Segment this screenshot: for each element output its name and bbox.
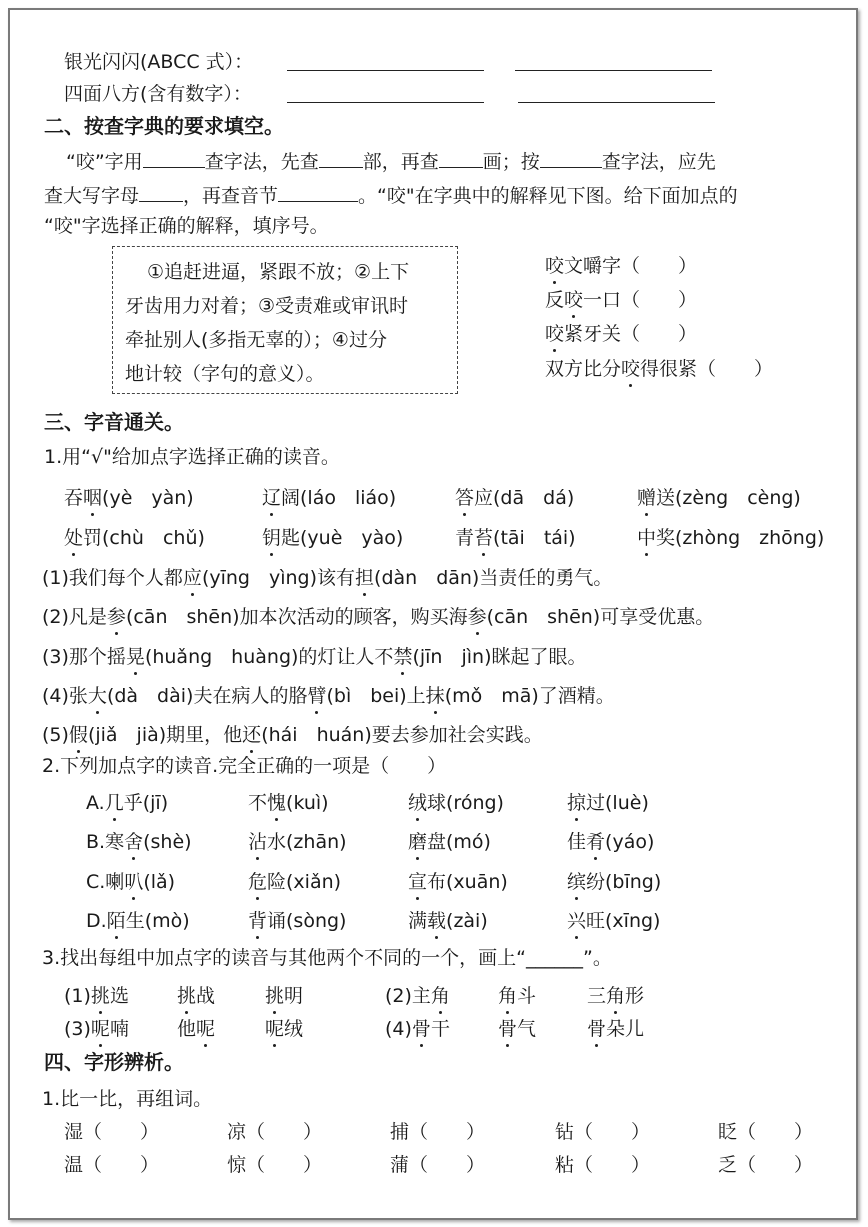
pinyin-choice[interactable]: 吞咽(yè yàn) — [64, 487, 194, 509]
definition-line: 牵扯别人(多指无辜的）；④过分 — [125, 329, 387, 351]
word-item[interactable]: 挑战 — [177, 985, 216, 1007]
word-item[interactable]: 挑明 — [265, 985, 304, 1007]
sentence-item[interactable]: (3)那个摇晃(huǎng huàng)的灯让人不禁(jīn jìn)眯起了眼。 — [42, 646, 587, 668]
word-compose-item[interactable]: 粘（ ） — [555, 1154, 651, 1176]
option-word: 兴旺(xīng) — [567, 910, 661, 932]
section-title: 二、按查字典的要求填空。 — [44, 114, 284, 138]
option-word: 危险(xiǎn) — [248, 871, 342, 893]
answer-blank[interactable] — [287, 50, 484, 71]
word-compose-item[interactable]: 湿（ ） — [64, 1121, 160, 1143]
definition-box — [112, 246, 458, 394]
definition-item[interactable]: 咬紧牙关（ ） — [545, 323, 698, 345]
option-word: 沾水(zhān) — [248, 831, 347, 853]
word-item[interactable]: 呢绒 — [265, 1018, 304, 1040]
word-compose-item[interactable]: 捕（ ） — [390, 1121, 486, 1143]
word-item[interactable]: 三角形 — [587, 985, 645, 1007]
option-word: 磨盘(mó) — [408, 831, 491, 853]
option-word[interactable]: A.几乎(jī) — [86, 792, 169, 814]
word-item[interactable]: (4)骨干 — [385, 1018, 450, 1040]
pinyin-choice[interactable]: 处罚(chù chǔ) — [64, 527, 205, 549]
definition-line: ①追赶进逼，紧跟不放；②上下 — [147, 261, 410, 283]
answer-blank[interactable] — [540, 147, 602, 168]
word-compose-item[interactable]: 蒲（ ） — [390, 1154, 486, 1176]
section-title: 三、字音通关。 — [44, 410, 184, 434]
word-compose-item[interactable]: 温（ ） — [64, 1154, 160, 1176]
sentence-item[interactable]: (4)张大(dà dài)夫在病人的胳臂(bì bei)上抹(mǒ mā)了酒精。 — [42, 685, 615, 707]
option-word: 满载(zài) — [408, 910, 488, 932]
sentence-item[interactable]: (2)凡是参(cān shēn)加本次活动的顾客，购买海参(cān shēn)可享受优惠。 — [42, 606, 715, 628]
question-prompt: 2.下列加点字的读音.完全正确的一项是（ ） — [42, 755, 447, 777]
word-item[interactable]: 骨朵儿 — [587, 1018, 645, 1040]
dictionary-line-1: “咬”字用 查字法，先查 部，再查 画；按 查字法，应先 — [66, 147, 716, 174]
option-word: 绒球(róng) — [408, 792, 504, 814]
question-prompt: 1.用“√"给加点字选择正确的读音。 — [44, 446, 340, 468]
pinyin-choice[interactable]: 钥匙(yuè yào) — [262, 527, 404, 549]
word-item[interactable]: (3)呢喃 — [64, 1018, 129, 1040]
word-compose-item[interactable]: 乏（ ） — [718, 1154, 814, 1176]
word-item[interactable]: (1)挑选 — [64, 985, 129, 1007]
option-word[interactable]: D.陌生(mò) — [86, 910, 190, 932]
option-word: 佳肴(yáo) — [567, 831, 655, 853]
definition-line: 地计较（字句的意义）。 — [125, 363, 325, 385]
sentence-item[interactable]: (5)假(jiǎ jià)期里，他还(hái huán)要去参加社会实践。 — [42, 724, 543, 746]
word-item[interactable]: 骨气 — [498, 1018, 537, 1040]
definition-item[interactable]: 反咬一口（ ） — [545, 289, 698, 311]
words-row-1: 银光闪闪(ABCC 式）： — [64, 51, 254, 73]
word-compose-item[interactable]: 眨（ ） — [718, 1121, 814, 1143]
sentence-item[interactable]: (1)我们每个人都应(yīng yìng)该有担(dàn dān)当责任的勇气。 — [42, 567, 613, 589]
section-title: 四、字形辨析。 — [44, 1050, 184, 1074]
word-compose-item[interactable]: 钻（ ） — [555, 1121, 651, 1143]
option-word: 不愧(kuì) — [248, 792, 329, 814]
option-word: 掠过(luè) — [567, 792, 649, 814]
option-word[interactable]: B.寒舍(shè) — [86, 831, 192, 853]
definition-line: 牙齿用力对着；③受责难或审讯时 — [125, 295, 409, 317]
word-compose-item[interactable]: 惊（ ） — [227, 1154, 323, 1176]
answer-blank[interactable] — [287, 82, 484, 103]
word-compose-item[interactable]: 凉（ ） — [227, 1121, 323, 1143]
word-item[interactable]: 角斗 — [498, 985, 537, 1007]
definition-item[interactable]: 双方比分咬得很紧（ ） — [545, 358, 774, 380]
pinyin-choice[interactable]: 赠送(zèng cèng) — [637, 487, 801, 509]
pinyin-choice[interactable]: 中奖(zhòng zhōng) — [637, 527, 825, 549]
answer-blank[interactable] — [278, 181, 358, 202]
option-word[interactable]: C.喇叭(lǎ) — [86, 871, 176, 893]
words-row-2: 四面八方(含有数字）： — [64, 83, 252, 105]
answer-blank[interactable] — [515, 50, 712, 71]
question-prompt: 3.找出每组中加点字的读音与其他两个不同的一个，画上“______”。 — [42, 947, 612, 969]
word-item[interactable]: (2)主角 — [385, 985, 450, 1007]
dictionary-line-2: 查大写字母 ，再查音节 。“咬"在字典中的解释见下图。给下面加点的 — [44, 181, 738, 208]
option-word: 背诵(sòng) — [248, 910, 347, 932]
answer-blank[interactable] — [439, 147, 483, 168]
option-word: 缤纷(bīng) — [567, 871, 662, 893]
pinyin-choice[interactable]: 答应(dā dá) — [455, 487, 575, 509]
answer-blank[interactable] — [518, 82, 715, 103]
word-item[interactable]: 他呢 — [177, 1018, 216, 1040]
option-word: 宣布(xuān) — [408, 871, 508, 893]
answer-blank[interactable] — [143, 147, 205, 168]
pinyin-choice[interactable]: 青苔(tāi tái) — [455, 527, 576, 549]
definition-item[interactable]: 咬文嚼字（ ） — [545, 255, 698, 277]
question-prompt: 1.比一比，再组词。 — [42, 1088, 213, 1110]
pinyin-choice[interactable]: 辽阔(láo liáo) — [262, 487, 397, 509]
dictionary-line-3: “咬"字选择正确的解释，填序号。 — [44, 215, 329, 237]
answer-blank[interactable] — [139, 181, 183, 202]
answer-blank[interactable] — [319, 147, 363, 168]
